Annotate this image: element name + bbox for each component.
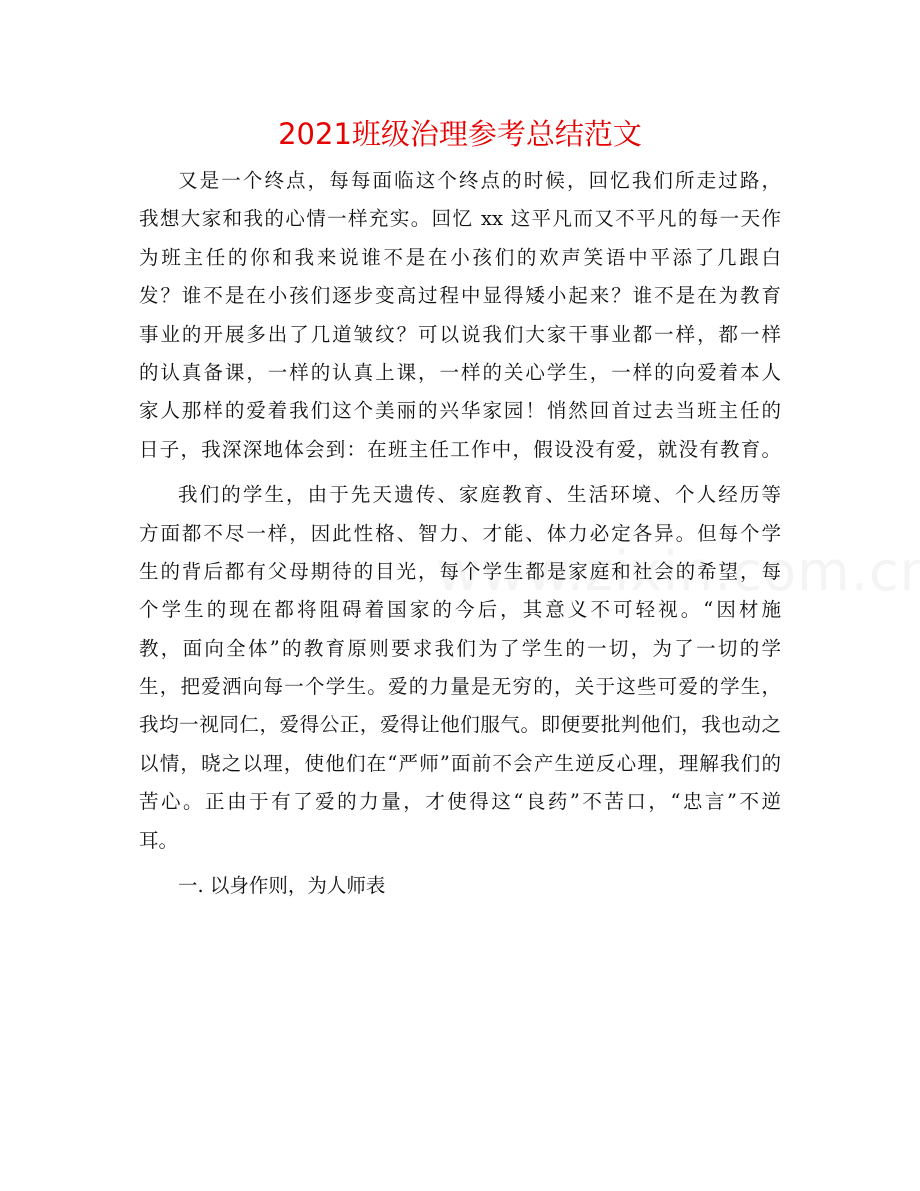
text-line: 耳。 bbox=[139, 828, 179, 852]
text-line: 方面都不尽一样，因此性格、智力、才能、体力必定各异。但每个学 bbox=[139, 521, 781, 545]
text-line: 的认真备课，一样的认真上课，一样的关心学生，一样的向爱着本人 bbox=[139, 360, 781, 384]
paragraph-3 bbox=[139, 867, 781, 905]
text-line: 苦心。正由于有了爱的力量，才使得这“良药”不苦口，“忠言”不逆 bbox=[139, 790, 781, 814]
text-line: 又是一个终点，每每面临这个终点的时候，回忆我们所走过路， bbox=[178, 169, 781, 192]
text-line: 教，面向全体”的教育原则要求我们为了学生的一切，为了一切的学 bbox=[139, 636, 781, 660]
paragraph-1 bbox=[139, 162, 781, 469]
paragraph-2 bbox=[139, 476, 781, 860]
text-line: 发？谁不是在小孩们逐步变高过程中显得矮小起来？谁不是在为教育 bbox=[139, 284, 781, 308]
text-line: 为班主任的你和我来说谁不是在小孩们的欢声笑语中平添了几跟白 bbox=[139, 245, 781, 269]
text-line: 以情，晓之以理，使他们在“严师”面前不会产生逆反心理，理解我们的 bbox=[139, 751, 781, 775]
text-line: 生的背后都有父母期待的目光，每个学生都是家庭和社会的希望，每 bbox=[139, 559, 781, 583]
section-heading: 一. 以身作则，为人师表 bbox=[178, 874, 386, 898]
text-line: 我们的学生，由于先天遗传、家庭教育、生活环境、个人经历等 bbox=[178, 483, 781, 507]
text-line: 家人那样的爱着我们这个美丽的兴华家园！悄然回首过去当班主任的 bbox=[139, 399, 781, 423]
document-body bbox=[139, 162, 781, 905]
text-line: 生，把爱洒向每一个学生。爱的力量是无穷的，关于这些可爱的学生， bbox=[139, 675, 781, 699]
text-line: 我均一视同仁，爱得公正，爱得让他们服气。即便要批判他们，我也动之 bbox=[139, 713, 781, 737]
text-line: 日子，我深深地体会到：在班主任工作中，假设没有爱，就没有教育。 bbox=[139, 437, 781, 461]
text-line: 我想大家和我的心情一样充实。回忆 xx 这平凡而又不平凡的每一天作 bbox=[139, 207, 781, 231]
text-line: 个学生的现在都将阻碍着国家的今后，其意义不可轻视。“因材施 bbox=[139, 598, 781, 622]
document-title: 2021班级治理参考总结范文 bbox=[278, 117, 642, 151]
text-line: 事业的开展多出了几道皱纹？可以说我们大家干事业都一样，都一样 bbox=[139, 322, 781, 346]
